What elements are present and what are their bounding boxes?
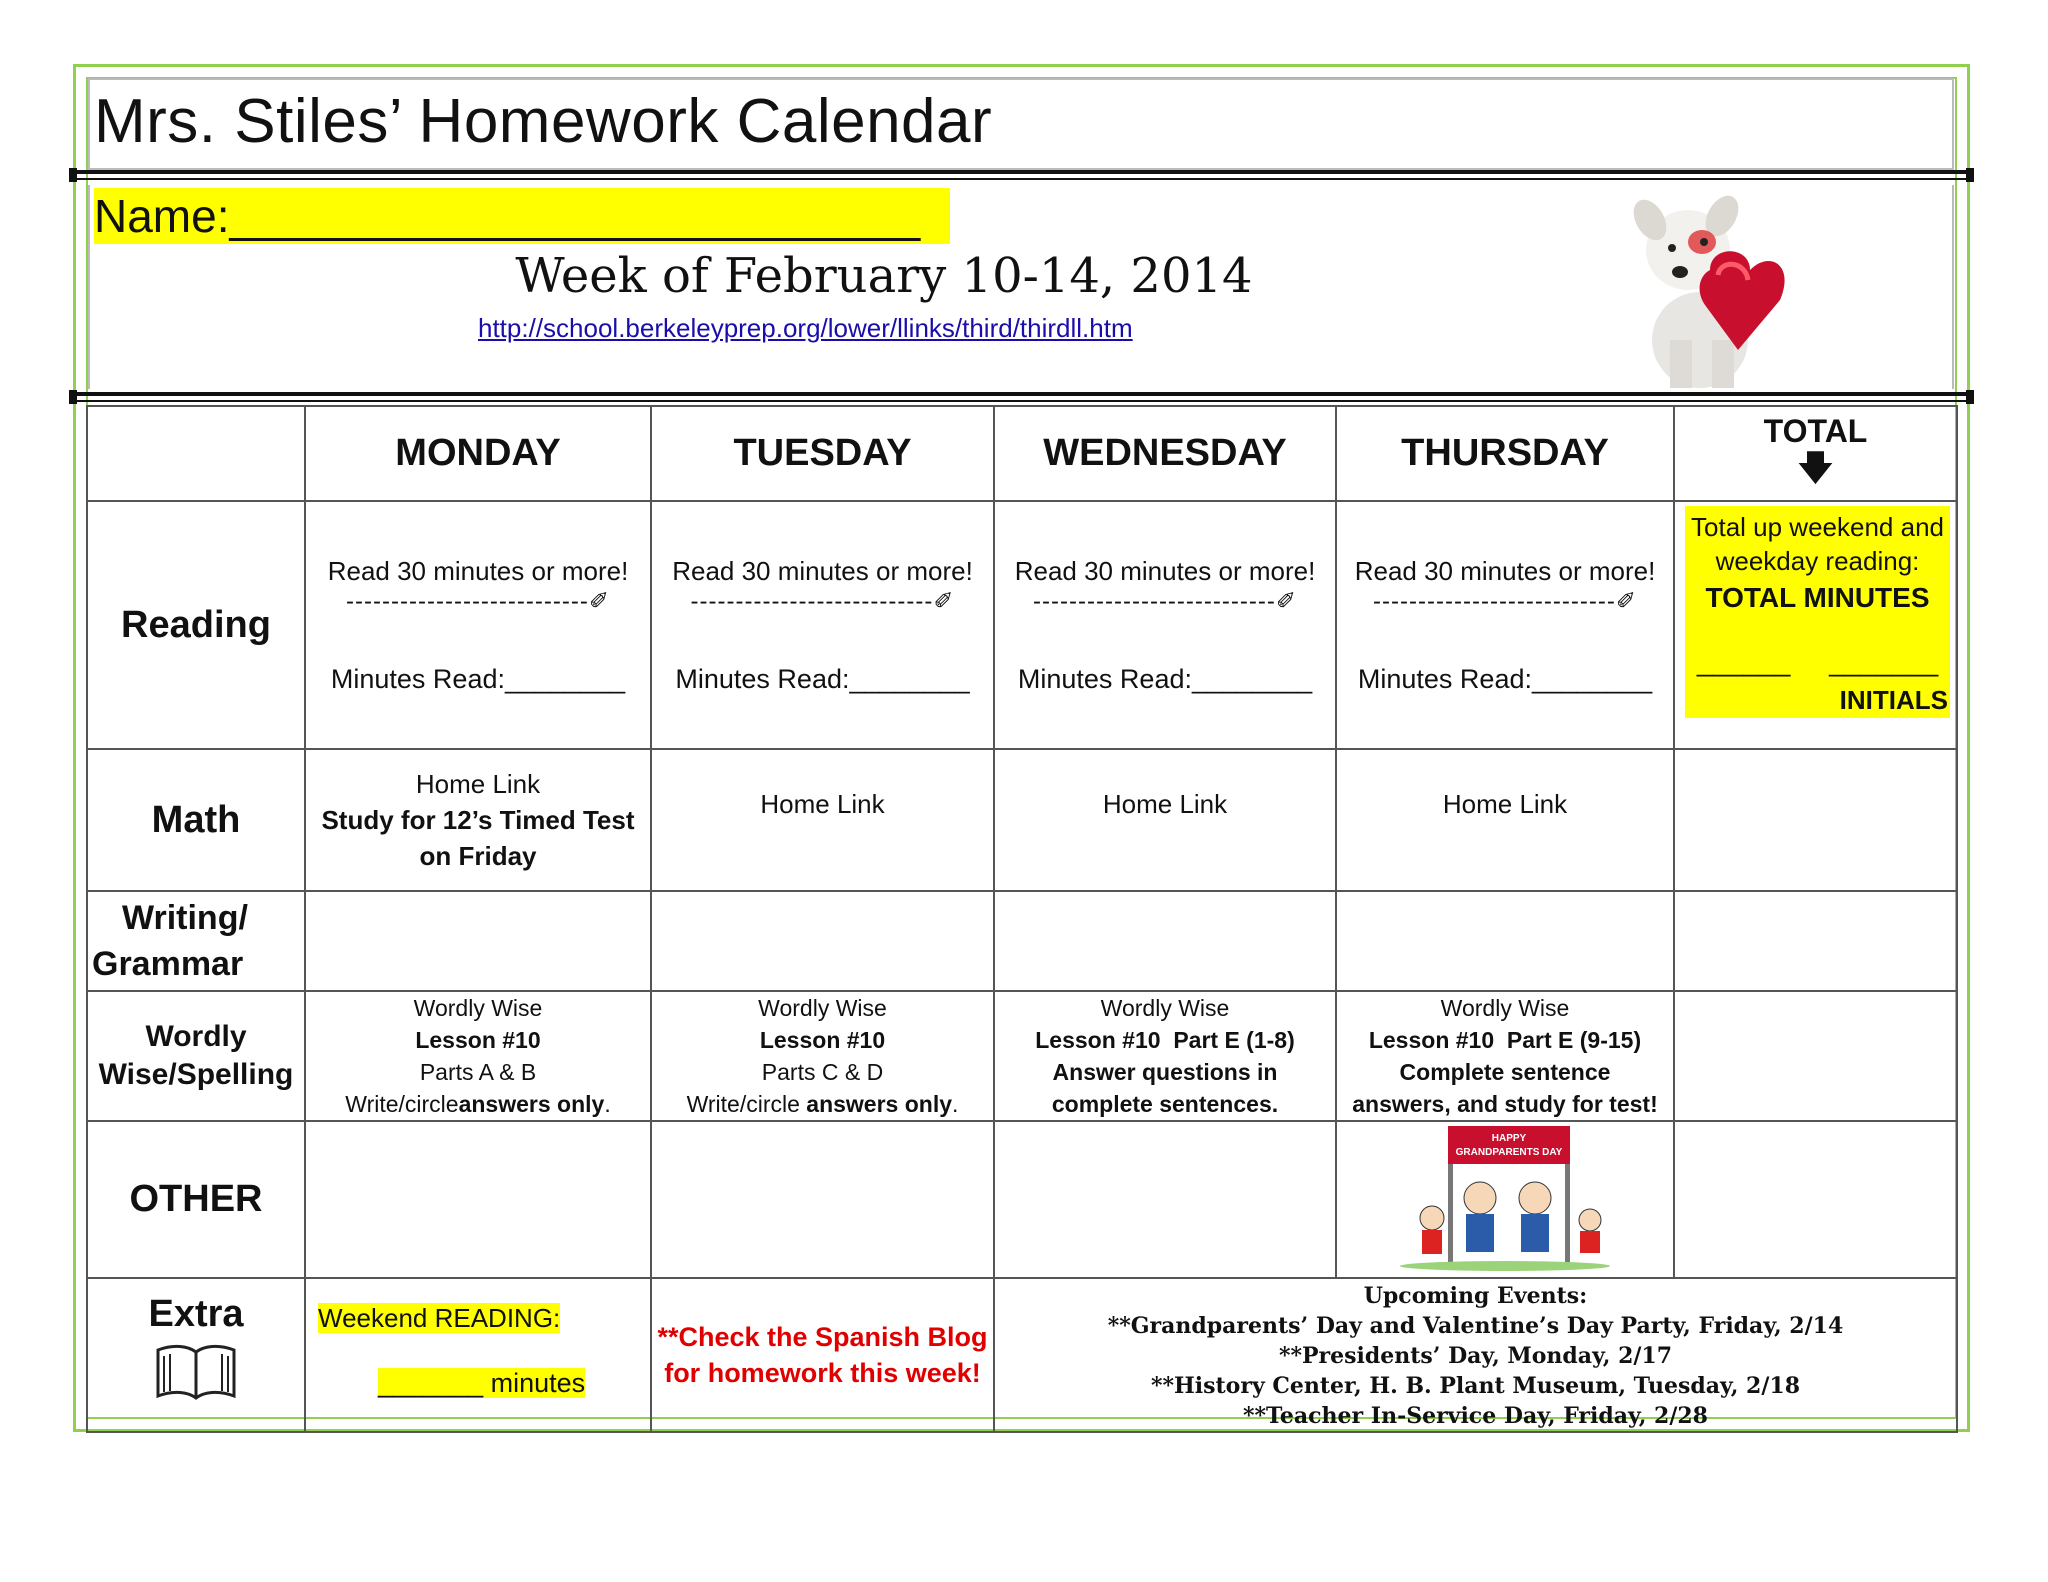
wordly-lesson: Lesson #10 Part E (9-15) bbox=[1368, 1027, 1642, 1053]
wordly-title: Wordly Wise bbox=[758, 995, 887, 1021]
event-item: **Presidents’ Day, Monday, 2/17 bbox=[1278, 1343, 1673, 1369]
home-link-text: Home Link bbox=[760, 789, 885, 819]
sign-text-1: HAPPY bbox=[1491, 1133, 1527, 1144]
spanish-blog-text-1: **Check the Spanish Blog bbox=[657, 1322, 988, 1352]
wordly-line-2: Complete sentence bbox=[1399, 1059, 1611, 1085]
total-text-1: Total up weekend and bbox=[1691, 512, 1944, 542]
reading-wednesday bbox=[994, 501, 1336, 749]
wordly-thursday bbox=[1336, 991, 1674, 1121]
minutes-read-field[interactable]: Minutes Read:________ bbox=[1357, 663, 1653, 694]
weekend-minutes-field[interactable] bbox=[318, 1368, 650, 1399]
wordly-title: Wordly Wise bbox=[413, 995, 543, 1021]
event-item: **History Center, H. B. Plant Museum, Tuesday, 2/18 bbox=[1150, 1373, 1800, 1399]
minutes-read-field[interactable]: Minutes Read:________ bbox=[675, 663, 970, 694]
wordly-wednesday bbox=[994, 991, 1336, 1121]
name-field[interactable]: Name:___________________________ bbox=[94, 188, 950, 244]
other-row bbox=[87, 1121, 1957, 1278]
day-wednesday: WEDNESDAY bbox=[994, 406, 1336, 501]
writing-total bbox=[1674, 891, 1957, 991]
home-link-text: Home Link bbox=[1102, 789, 1228, 819]
writing-tuesday bbox=[651, 891, 994, 991]
other-total bbox=[1674, 1121, 1957, 1278]
writing-thursday bbox=[1336, 891, 1674, 991]
pencil-dash-line: ---------------------------✐ bbox=[1033, 587, 1297, 615]
reading-row bbox=[87, 501, 1957, 749]
grandparents-day-image bbox=[1390, 1122, 1620, 1272]
wordly-title: Wordly Wise bbox=[1100, 995, 1230, 1021]
upcoming-events bbox=[994, 1278, 1957, 1432]
math-thursday bbox=[1336, 749, 1674, 891]
page-title: Mrs. Stiles’ Homework Calendar bbox=[94, 87, 993, 156]
reading-total bbox=[1674, 501, 1957, 749]
weekend-reading-text: Weekend READING: bbox=[318, 1303, 561, 1333]
wordly-instructions bbox=[306, 1088, 650, 1120]
weekend-reading-label bbox=[318, 1303, 650, 1334]
reading-thursday bbox=[1336, 501, 1674, 749]
home-link-text: Home Link bbox=[415, 769, 541, 799]
dog-with-heart-image bbox=[1610, 190, 1800, 390]
events-title: Upcoming Events: bbox=[1363, 1283, 1588, 1309]
sign-text-2: GRANDPARENTS DAY bbox=[1455, 1147, 1563, 1158]
wordly-label-1: Wordly bbox=[145, 1020, 247, 1053]
reading-task: Read 30 minutes or more! bbox=[672, 555, 973, 586]
week-label: Week of February 10-14, 2014 bbox=[515, 248, 1253, 304]
open-book-icon bbox=[154, 1342, 238, 1404]
extra-tuesday bbox=[651, 1278, 994, 1432]
reading-task: Read 30 minutes or more! bbox=[1014, 555, 1316, 586]
writing-monday bbox=[305, 891, 651, 991]
down-arrow-icon: 🡇 bbox=[1798, 449, 1833, 487]
wordly-lesson: Lesson #10 Part E (1-8) bbox=[1035, 1027, 1295, 1053]
math-row-label: Math bbox=[87, 749, 305, 891]
wordly-total bbox=[1674, 991, 1957, 1121]
class-link[interactable]: http://school.berkeleyprep.org/lower/llinks/third/thirdll.htm bbox=[478, 313, 1133, 343]
other-thursday bbox=[1336, 1121, 1674, 1278]
day-header-row bbox=[87, 406, 1957, 501]
bottom-divider bbox=[73, 392, 1970, 402]
event-item: **Teacher In-Service Day, Friday, 2/28 bbox=[1243, 1403, 1708, 1429]
wordly-label-2: Wise/Spelling bbox=[98, 1058, 294, 1091]
day-thursday: THURSDAY bbox=[1336, 406, 1674, 501]
extra-monday bbox=[305, 1278, 651, 1432]
day-tuesday: TUESDAY bbox=[651, 406, 994, 501]
writing-row bbox=[87, 891, 1957, 991]
writing-label-1: Writing/ bbox=[122, 899, 248, 937]
pencil-dash-line: ---------------------------✐ bbox=[690, 587, 955, 615]
wordly-lesson: Lesson #10 bbox=[415, 1027, 541, 1053]
wordly-row bbox=[87, 991, 1957, 1121]
period-text: . bbox=[604, 1091, 611, 1117]
period-text: . bbox=[952, 1091, 959, 1117]
wordly-row-label bbox=[87, 991, 305, 1121]
other-wednesday bbox=[994, 1121, 1336, 1278]
wordly-parts: Parts C & D bbox=[761, 1059, 884, 1085]
math-tuesday bbox=[651, 749, 994, 891]
wordly-title: Wordly Wise bbox=[1440, 995, 1570, 1021]
reading-task: Read 30 minutes or more! bbox=[327, 555, 629, 586]
math-wednesday bbox=[994, 749, 1336, 891]
other-tuesday bbox=[651, 1121, 994, 1278]
minutes-read-field[interactable]: Minutes Read:________ bbox=[1017, 663, 1313, 694]
writing-row-label bbox=[87, 891, 305, 991]
wordly-line-3: answers, and study for test! bbox=[1352, 1091, 1658, 1117]
total-initials-blanks[interactable]: ______ _______ bbox=[1696, 646, 1939, 677]
extra-row-label bbox=[87, 1278, 305, 1432]
writing-label-2: Grammar bbox=[92, 945, 244, 983]
homework-table bbox=[86, 405, 1958, 1433]
math-row bbox=[87, 749, 1957, 891]
total-minutes-box bbox=[1685, 506, 1950, 718]
timed-test-text: Study for 12’s Timed Test bbox=[321, 805, 635, 835]
reading-row-label: Reading bbox=[87, 501, 305, 749]
answers-only-text: answers only bbox=[806, 1091, 953, 1117]
reading-monday bbox=[305, 501, 651, 749]
total-header bbox=[1674, 406, 1957, 501]
wordly-line-3: complete sentences. bbox=[1051, 1091, 1279, 1117]
timed-test-day: on Friday bbox=[419, 841, 537, 871]
top-divider bbox=[73, 170, 1970, 180]
total-minutes-label: TOTAL MINUTES bbox=[1705, 582, 1930, 613]
total-label: TOTAL bbox=[1763, 413, 1868, 449]
total-text-2: weekday reading: bbox=[1715, 546, 1920, 576]
write-circle-text: Write/circle bbox=[686, 1091, 807, 1117]
wordly-monday bbox=[305, 991, 651, 1121]
wordly-line-2: Answer questions in bbox=[1052, 1059, 1278, 1085]
event-item: **Grandparents’ Day and Valentine’s Day Party, Friday, 2/14 bbox=[1107, 1313, 1844, 1339]
weekend-minutes-text: _______ minutes bbox=[378, 1368, 586, 1398]
pencil-dash-line: ---------------------------✐ bbox=[346, 587, 610, 615]
reading-task: Read 30 minutes or more! bbox=[1354, 555, 1656, 586]
reading-tuesday bbox=[651, 501, 994, 749]
math-total bbox=[1674, 749, 1957, 891]
extra-row bbox=[87, 1278, 1957, 1432]
other-row-label: OTHER bbox=[87, 1121, 305, 1278]
wordly-lesson: Lesson #10 bbox=[759, 1027, 886, 1053]
pencil-dash-line: ---------------------------✐ bbox=[1373, 587, 1637, 615]
extra-label: Extra bbox=[148, 1293, 244, 1335]
wordly-instructions bbox=[652, 1088, 993, 1120]
day-monday: MONDAY bbox=[305, 406, 651, 501]
wordly-tuesday bbox=[651, 991, 994, 1121]
answers-only-text: answers only bbox=[458, 1091, 605, 1117]
write-circle-text: Write/circle bbox=[345, 1091, 459, 1117]
minutes-read-field[interactable]: Minutes Read:________ bbox=[330, 663, 626, 694]
corner-cell bbox=[87, 406, 305, 501]
initials-label: INITIALS bbox=[1839, 685, 1948, 715]
wordly-parts: Parts A & B bbox=[419, 1059, 537, 1085]
spanish-blog-text-2: for homework this week! bbox=[664, 1358, 981, 1388]
other-monday bbox=[305, 1121, 651, 1278]
writing-wednesday bbox=[994, 891, 1336, 991]
math-monday bbox=[305, 749, 651, 891]
home-link-text: Home Link bbox=[1442, 789, 1568, 819]
